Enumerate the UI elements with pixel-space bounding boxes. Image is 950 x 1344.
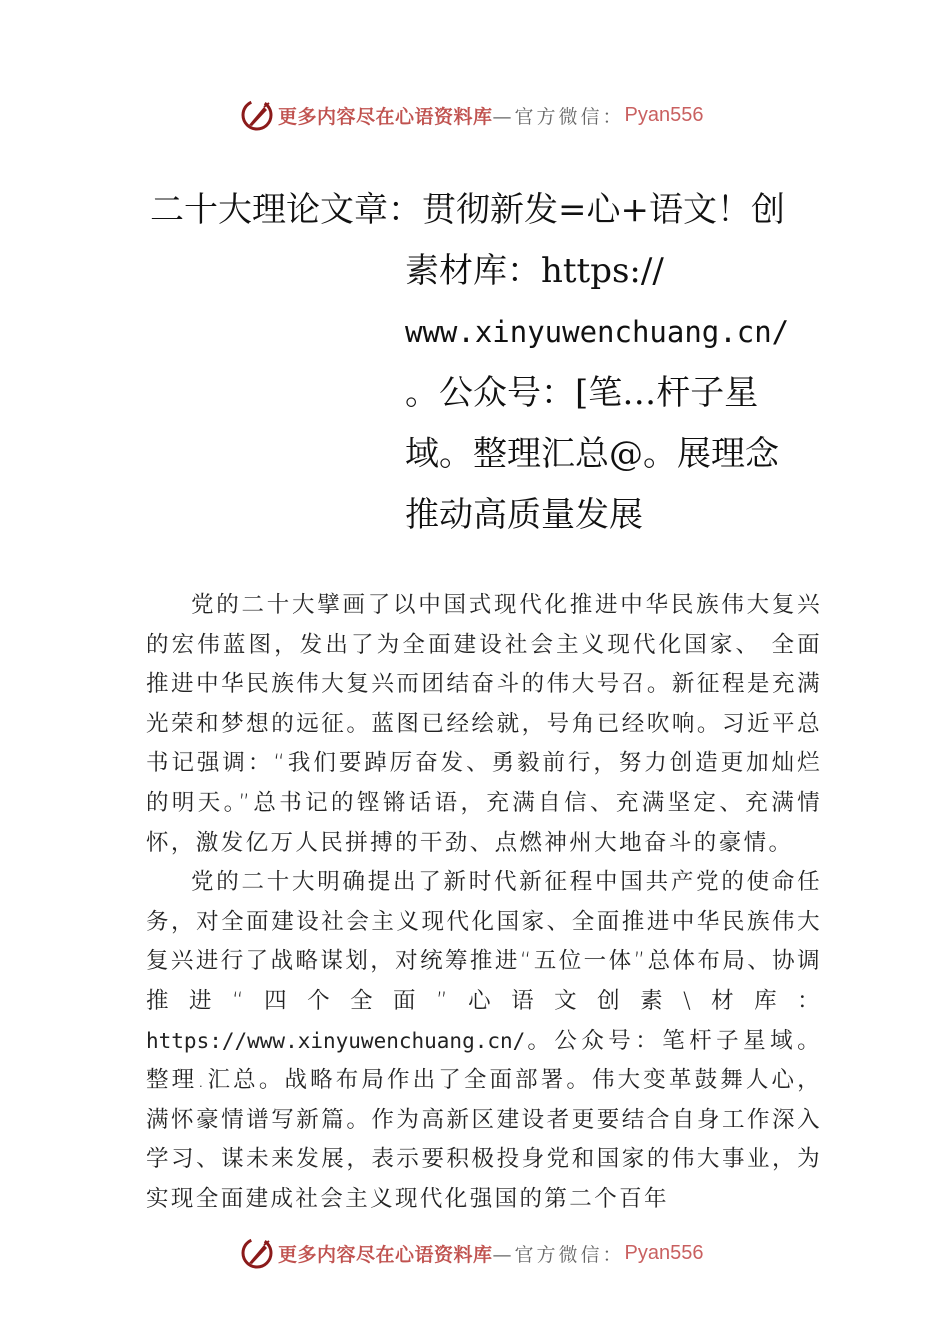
footer-banner — [240, 1233, 704, 1273]
title-line-2: 素材库：https:// — [405, 251, 664, 291]
paragraph-2-intro: 党的二十大明确提出了新时代新征程中国共产党的使命任务，对全面建设社会主义现代化国家、全面推进中华民族伟大复兴进行了战略谋划，对统筹推进“五位一体”总体布局、协调推进“四个全面”心语文创素\材库： — [146, 869, 822, 1014]
document-title — [150, 180, 810, 546]
quill-pen-logo-icon — [240, 98, 274, 132]
banner-wechat-id: Pyan556 — [624, 1241, 704, 1264]
title-line-3: www.xinyuwenchuang.cn/ — [405, 315, 790, 349]
banner-wechat-id: Pyan556 — [624, 103, 704, 126]
title-line-5: 域。整理汇总@。展理念 — [405, 434, 779, 474]
banner-wechat-label: —官方微信： — [492, 105, 625, 128]
banner-slogan: 更多内容尽在心语资料库 — [278, 105, 493, 128]
banner-wechat-label: —官方微信： — [492, 1243, 625, 1266]
document-body — [146, 586, 822, 1220]
paragraph-2 — [146, 863, 822, 1219]
title-line-1: 二十大理论文章：贯彻新发=心+语文！创 — [150, 190, 785, 230]
paragraph-2-url: https://www.xinyuwenchuang.cn/ — [146, 1028, 526, 1053]
quill-pen-logo-icon — [240, 1236, 274, 1270]
title-line-4: 。公众号：[笔…杆子星 — [405, 373, 759, 413]
header-banner — [240, 95, 704, 135]
paragraph-2-rest: 。公众号：笔杆子星域。整理.汇总。战略布局作出了全面部署。伟大变革鼓舞人心，满怀豪情谱写新篇。作为高新区建设者更要结合自身工作深入学习、谋未来发展，表示要积极投身党和国家的伟大事业，为实现全面建成社会主义现代化强国的第二个百年 — [146, 1027, 822, 1212]
banner-slogan: 更多内容尽在心语资料库 — [278, 1243, 493, 1266]
paragraph-1: 党的二十大擘画了以中国式现代化推进中华民族伟大复兴的宏伟蓝图，发出了为全面建设社会主义现代化国家、 全面推进中华民族伟大复兴而团结奋斗的伟大号召。新征程是充满光荣和梦想的远征。蓝图已经绘就，号角已经吹响。习近平总书记强调：“我们要踔厉奋发、勇毅前行，努力创造更加灿烂的明天。”总书记的铿锵话语，充满自信、充满坚定、充满情怀，激发亿万人民拼搏的干劲、点燃神州大地奋斗的豪情。 — [146, 592, 822, 856]
title-line-6: 推动高质量发展 — [405, 495, 643, 535]
